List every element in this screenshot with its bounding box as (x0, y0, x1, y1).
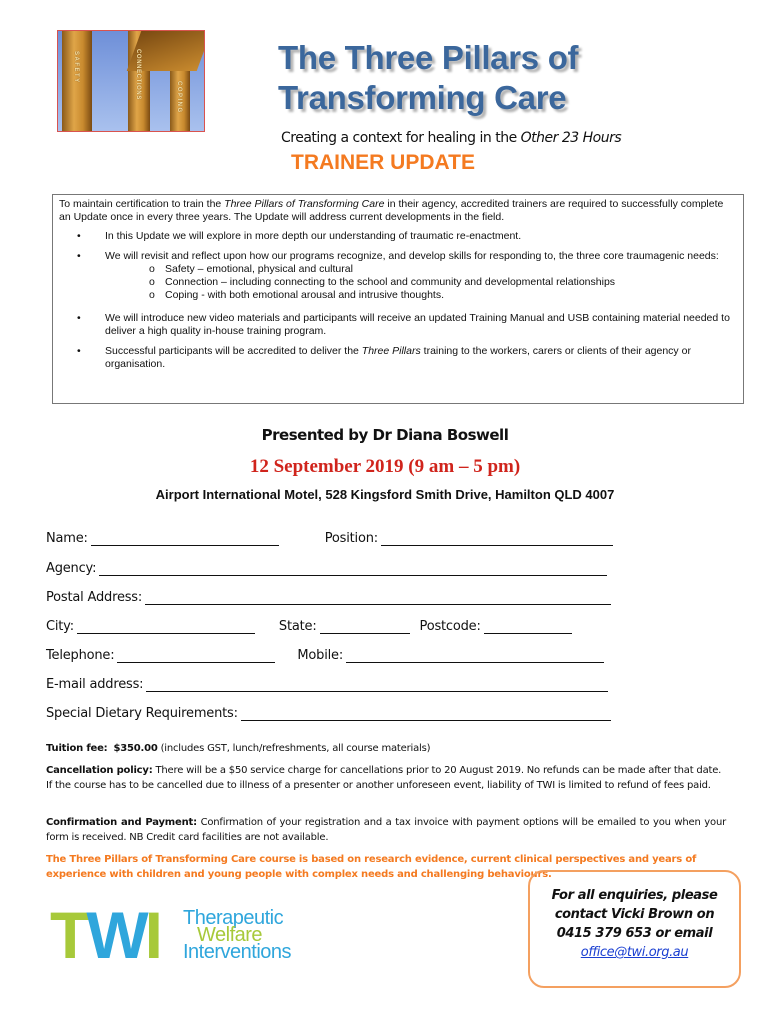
page-title (278, 38, 578, 118)
event-venue: Airport International Motel, 528 Kingsford Smith Drive, Hamilton QLD 4007 (155, 487, 615, 502)
subtitle-italic: Other 23 Hours (520, 130, 622, 146)
email-label: E-mail address: (46, 677, 144, 692)
position-field[interactable] (381, 533, 613, 546)
subtitle-text: Creating a context for healing in the (281, 130, 521, 146)
pillars-image (57, 30, 205, 132)
bullet-item: • We will introduce new video materials and participants will receive an updated Training Manual and USB containing material needed to deliver a high quality in-house training program. (59, 312, 737, 338)
text: There will be a $50 service charge for cancellations prior to 20 August 2019. No refunds can be made after that date. If the course has to be cancelled due to illness of a presenter or another unforeseen event, liability of TWI is limited to refund of fees paid. (46, 765, 722, 791)
cancellation-policy (46, 763, 726, 793)
dietary-field[interactable] (241, 708, 611, 721)
label: Cancellation policy: (46, 765, 153, 776)
email-field[interactable] (146, 679, 608, 692)
telephone-field[interactable] (117, 650, 275, 663)
logo-text: Welfare (197, 924, 263, 946)
name-label: Name: (46, 531, 88, 546)
text: Safety – emotional, physical and cultural (165, 263, 353, 275)
pillar-label-safety: SAFETY (73, 51, 79, 84)
state-field[interactable] (320, 621, 410, 634)
amount: $350.00 (113, 743, 158, 754)
form-row (46, 648, 604, 663)
postcode-label: Postcode: (419, 619, 481, 634)
telephone-label: Telephone: (46, 648, 115, 663)
text: To maintain certification to train the (59, 198, 225, 210)
twi-logo (50, 898, 320, 972)
presenter: Presented by Dr Diana Boswell (261, 426, 509, 444)
text: in their agency, accredited trainers are required to successfully complete an Update once in every three years. The Update will address current developments in the field. (59, 198, 724, 223)
form-row (46, 531, 613, 546)
postcode-field[interactable] (484, 621, 572, 634)
agency-label: Agency: (46, 561, 97, 576)
mobile-field[interactable] (346, 650, 604, 663)
text: (includes GST, lunch/refreshments, all course materials) (157, 743, 431, 754)
bullet-item (59, 345, 737, 371)
text: We will revisit and reflect upon how our programs recognize, and develop skills for responding to, the three core traumagenic needs: (105, 250, 719, 262)
sub-bullet: o Safety – emotional, physical and cultural (149, 263, 353, 275)
event-date: 12 September 2019 (9 am – 5 pm) (249, 456, 521, 477)
position-label: Position: (324, 531, 378, 546)
course-note: The Three Pillars of Transforming Care course is based on research evidence, current clinical perspectives and years of experience with children and young people with complex needs and challenging behaviours. (46, 854, 697, 880)
form-row (46, 706, 611, 721)
text: Three Pillars of Transforming Care (224, 198, 385, 210)
dietary-label: Special Dietary Requirements: (46, 706, 238, 721)
email-link[interactable]: office@twi.org.au (580, 945, 689, 960)
text: Coping - with both emotional arousal and intrusive thoughts. (165, 289, 444, 301)
state-label: State: (278, 619, 317, 634)
logo-text: Therapeutic (183, 907, 284, 929)
postal-field[interactable] (145, 592, 611, 605)
sub-bullet: o Connection – including connecting to the school and community and developmental relationships (149, 276, 616, 288)
contact-text: For all enquiries, please (551, 888, 718, 903)
postal-label: Postal Address: (46, 590, 143, 605)
label: Confirmation and Payment: (46, 817, 197, 828)
confirmation-payment (46, 815, 726, 845)
agency-field[interactable] (99, 563, 607, 576)
text: Confirmation of your registration and a tax invoice with payment options will be emailed to you when your form is received. NB Credit card facilities are not available. (46, 817, 726, 843)
subtitle (281, 130, 621, 146)
trainer-update-heading: TRAINER UPDATE (291, 151, 475, 174)
mobile-label: Mobile: (297, 648, 344, 663)
contact-text: contact Vicki Brown on (554, 907, 715, 922)
name-field[interactable] (91, 533, 279, 546)
info-box (52, 194, 744, 404)
sub-bullet: o Coping - with both emotional arousal and intrusive thoughts. (149, 289, 444, 301)
city-label: City: (46, 619, 74, 634)
title-line: Transforming Care (278, 79, 567, 116)
city-field[interactable] (77, 621, 255, 634)
twi-letters: TWI (50, 898, 159, 972)
text: Three Pillars (361, 345, 421, 357)
text: Successful participants will be accredited to deliver the (105, 345, 362, 357)
contact-box (528, 870, 741, 988)
logo-text: Interventions (183, 941, 292, 963)
pillar-label-connections: CONNECTIONS (135, 49, 141, 100)
contact-text: 0415 379 653 or email (556, 926, 713, 941)
bullet-item (59, 250, 737, 302)
form-row (46, 619, 572, 634)
title-line: The Three Pillars of (278, 39, 579, 76)
label: Tuition fee: (46, 743, 108, 754)
text: Connection – including connecting to the school and community and developmental relationships (165, 276, 616, 288)
tuition-fee (46, 741, 726, 756)
intro-paragraph (59, 198, 737, 224)
form-row (46, 677, 608, 692)
form-row (46, 561, 607, 576)
bullet-item: • In this Update we will explore in more depth our understanding of traumatic re-enactment. (59, 230, 737, 243)
pillar-label-coping: COPING (176, 81, 182, 114)
text: training to the workers, carers or clients of their agency or organisation. (105, 345, 691, 370)
form-row (46, 590, 611, 605)
